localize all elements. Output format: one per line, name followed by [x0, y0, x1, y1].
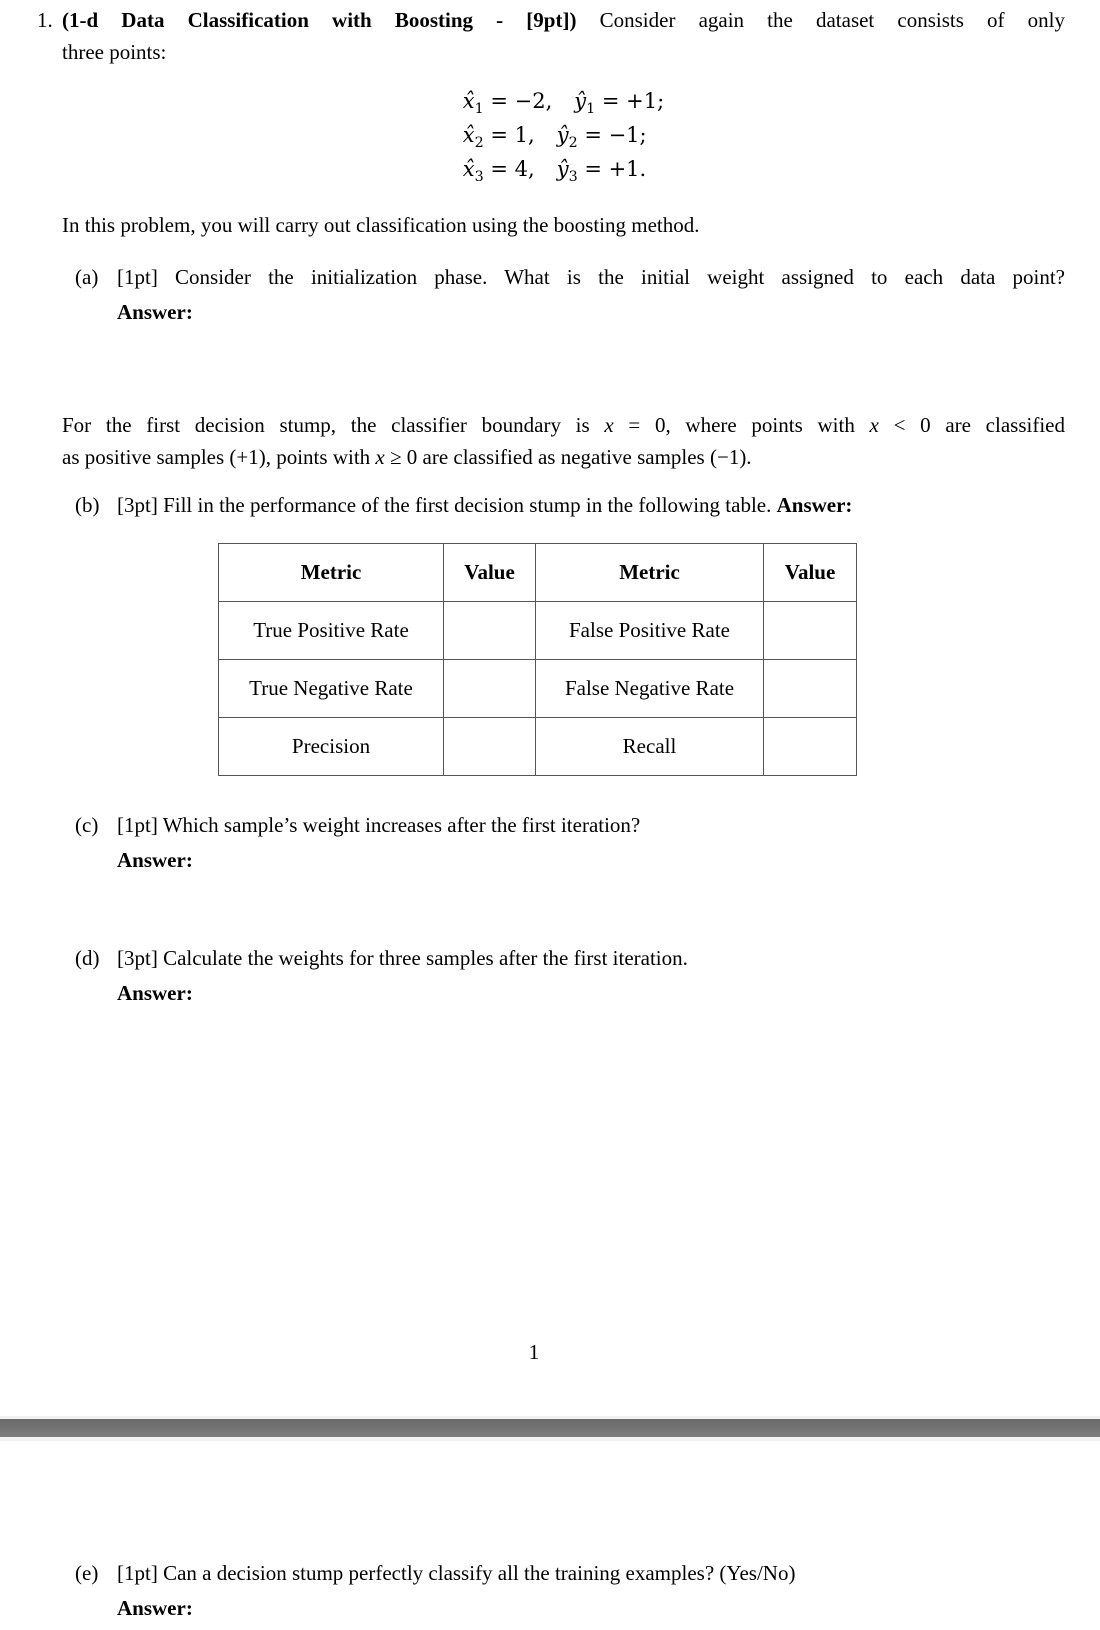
problem-title-tail: Consider again the dataset consists of only [599, 8, 1065, 32]
math-x: x [375, 445, 385, 469]
problem-title-line-1 [62, 9, 1065, 32]
value-cell-empty [764, 660, 857, 718]
item-d-text: [3pt] Calculate the weights for three samples after the first iteration. [117, 946, 688, 970]
value-cell-empty [444, 602, 536, 660]
problem-number: 1. [37, 8, 53, 32]
yhat-var: ŷ [556, 123, 569, 147]
metric-cell: True Positive Rate [219, 602, 444, 660]
table-row [219, 602, 857, 660]
metric-cell: Precision [219, 718, 444, 776]
value-cell-empty [444, 718, 536, 776]
item-e-answer-label: Answer: [117, 1596, 193, 1620]
table-row [219, 660, 857, 718]
page-separator [0, 1416, 1100, 1441]
item-a-text: [1pt] Consider the initialization phase. What is the initial weight assigned to each data point? [117, 265, 1065, 289]
col-header-metric-1: Metric [219, 544, 444, 602]
item-b-text: [3pt] Fill in the performance of the first decision stump in the following table. Answer: [117, 493, 853, 517]
xhat-var: x̂ [462, 89, 475, 113]
equation-line-3: $x̂_3 = 4$, $ŷ_3 = +1$. [462, 157, 647, 186]
metric-cell: False Positive Rate [536, 602, 764, 660]
item-a-answer-label: Answer: [117, 300, 193, 324]
table-header-row [219, 544, 857, 602]
item-d-label: (d) [75, 946, 100, 970]
item-a-label: (a) [75, 265, 99, 289]
value-cell-empty [764, 602, 857, 660]
item-e-label: (e) [75, 1561, 99, 1585]
performance-table [218, 543, 857, 776]
xhat-var: x̂ [462, 123, 475, 147]
intro-paragraph: In this problem, you will carry out classification using the boosting method. [62, 213, 700, 237]
table-row [219, 718, 857, 776]
dataset-equations [62, 84, 1065, 186]
col-header-value-2: Value [764, 544, 857, 602]
metric-cell: Recall [536, 718, 764, 776]
item-c-label: (c) [75, 813, 99, 837]
item-b-label: (b) [75, 493, 100, 517]
item-c-answer-label: Answer: [117, 848, 193, 872]
equation-line-2: $x̂_2 = 1$, $ŷ_2 = -1$; [462, 123, 647, 152]
equation-line-1: $x̂_1 = -2$, $ŷ_1 = +1$; [462, 89, 665, 118]
metric-cell: True Negative Rate [219, 660, 444, 718]
value-cell-empty [764, 718, 857, 776]
yhat-var: ŷ [556, 157, 569, 181]
metric-cell: False Negative Rate [536, 660, 764, 718]
item-b-answer-label: Answer: [776, 493, 853, 517]
item-d-answer-label: Answer: [117, 981, 193, 1005]
yhat-var: ŷ [574, 89, 587, 113]
value-cell-empty [444, 660, 536, 718]
item-c-text: [1pt] Which sample’s weight increases after the first iteration? [117, 813, 641, 837]
stump-paragraph-line-2: as positive samples (+1), points with x ≥ 0 are classified as negative samples (−1). [62, 445, 752, 469]
problem-title-bold: (1-d Data Classification with Boosting - [9pt]) [62, 8, 577, 32]
problem-title-line-2: three points: [62, 40, 167, 64]
page-number: 1 [528, 1340, 540, 1364]
col-header-metric-2: Metric [536, 544, 764, 602]
page-separator-bar [0, 1419, 1100, 1437]
col-header-value-1: Value [444, 544, 536, 602]
math-x: x [604, 413, 614, 437]
item-e-text: [1pt] Can a decision stump perfectly classify all the training examples? (Yes/No) [117, 1561, 796, 1585]
stump-paragraph-line-1: For the first decision stump, the classifier boundary is x = 0, where points with x < 0 are classified [62, 413, 1065, 437]
xhat-var: x̂ [462, 157, 475, 181]
math-x: x [869, 413, 879, 437]
